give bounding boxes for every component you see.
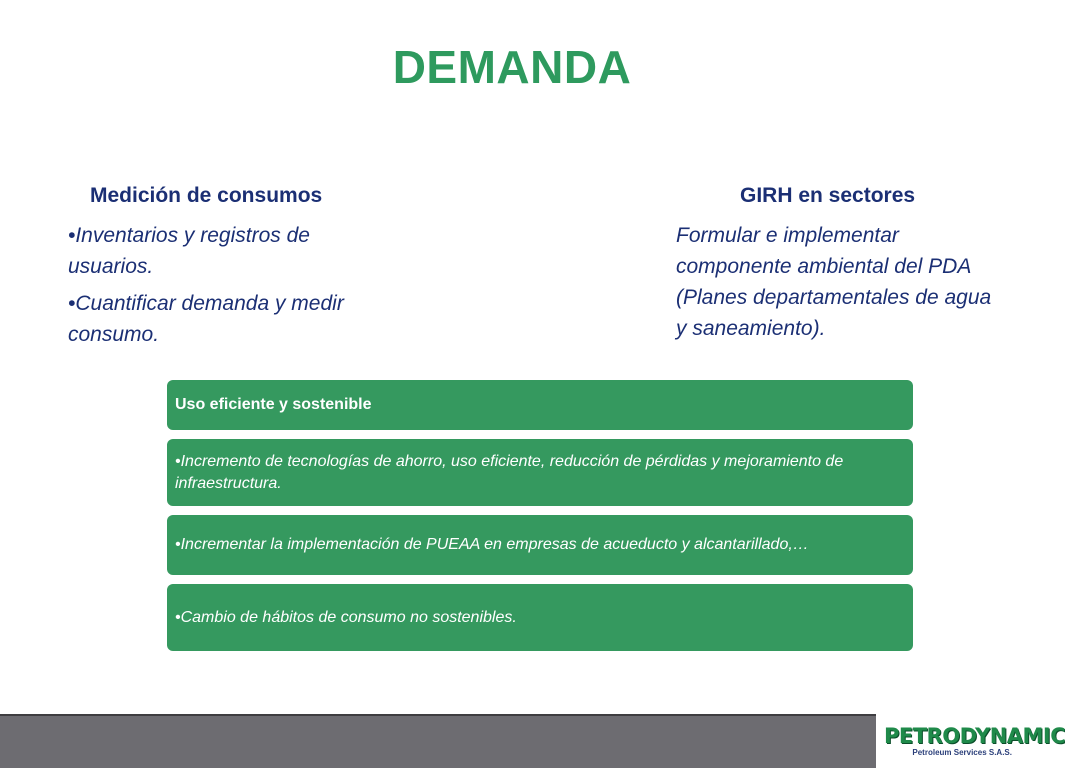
left-column-heading: Medición de consumos <box>90 184 323 207</box>
right-column-heading: GIRH en sectores <box>740 184 916 207</box>
right-column-body: Formular e implementar componente ambiental del PDA (Planes departamentales de agua y saneamiento). <box>676 224 992 340</box>
efficient-use-item-box <box>167 515 913 575</box>
efficient-use-header-box <box>167 380 913 430</box>
left-column-body <box>68 220 368 356</box>
efficient-use-item-text: •Incrementar la implementación de PUEAA en empresas de acueducto y alcantarillado,… <box>175 536 809 553</box>
footer-bar <box>0 714 876 768</box>
petrodynamic-logo <box>880 714 1065 768</box>
efficient-use-item-box <box>167 439 913 506</box>
efficient-use-item-text: •Cambio de hábitos de consumo no sostenibles. <box>175 608 517 626</box>
left-bullet-1: •Inventarios y registros de usuarios. <box>68 224 310 278</box>
efficient-use-item-text: •Incremento de tecnologías de ahorro, uso eficiente, reducción de pérdidas y mejoramiento de infraestructura. <box>175 452 844 492</box>
logo-wordmark: PETRODYNAMIC <box>884 723 1065 748</box>
efficient-use-header-label: Uso eficiente y sostenible <box>175 396 372 413</box>
efficient-use-item-box <box>167 584 913 651</box>
logo-subtitle: Petroleum Services S.A.S. <box>912 747 1012 757</box>
left-bullet-2: •Cuantificar demanda y medir consumo. <box>68 292 344 346</box>
slide-title: DEMANDA <box>392 41 632 93</box>
